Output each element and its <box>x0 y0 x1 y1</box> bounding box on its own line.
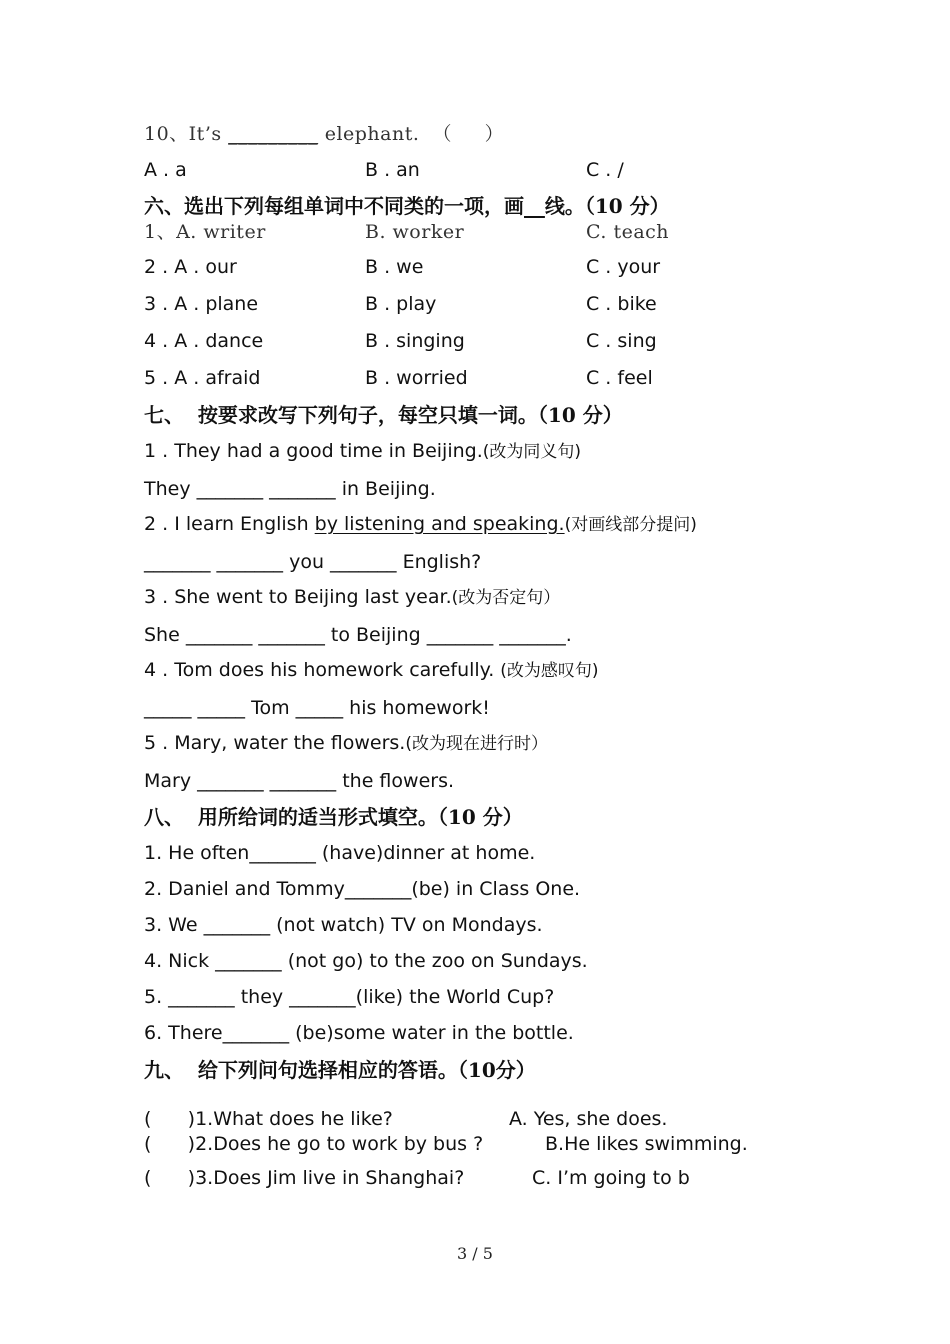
section-6-heading: 六、选出下列每组单词中不同类的一项，画 线。（10 分） <box>144 194 670 218</box>
sec6-row-5-b: B . worried <box>365 367 468 389</box>
sec9-question-2: ( )2.Does he go to work by bus ? <box>144 1133 484 1155</box>
sec6-row-5-a: 5 . A . afraid <box>144 367 261 389</box>
sec6-row-1-b: B. worker <box>365 221 465 243</box>
sec9-question-1: ( )1.What does he like? <box>144 1108 393 1130</box>
section-9-heading: 九、 给下列问句选择相应的答语。（10分） <box>144 1058 536 1082</box>
sec8-item-5: 5. _______ they _______(like) the World Cup? <box>144 986 555 1008</box>
page-number: 3 / 5 <box>457 1244 493 1263</box>
sec7-question-5: 5 . Mary, water the flowers.(改为现在进行时） <box>144 732 548 754</box>
sec6-row-5-c: C . feel <box>586 367 653 389</box>
sec8-item-3: 3. We _______ (not watch) TV on Mondays. <box>144 914 543 936</box>
q10-option-b: B . an <box>365 159 420 181</box>
underlined-phrase: by listening and speaking. <box>314 513 565 535</box>
sec7-answer-3: She _______ _______ to Beijing _______ _______. <box>144 624 572 646</box>
q10-option-a: A . a <box>144 159 187 181</box>
q10-option-c: C . / <box>586 159 624 181</box>
sec6-row-1-a: 1、A. writer <box>144 221 266 243</box>
sec6-row-4-c: C . sing <box>586 330 657 352</box>
sec6-row-2-b: B . we <box>365 256 424 278</box>
sec7-answer-5: Mary _______ _______ the flowers. <box>144 770 455 792</box>
sec7-answer-4: _____ _____ Tom _____ his homework! <box>144 697 490 719</box>
sec8-item-1: 1. He often_______ (have)dinner at home. <box>144 842 536 864</box>
sec7-answer-1: They _______ _______ in Beijing. <box>144 478 436 500</box>
q10-stem: 10、It’s _________ elephant. （ ） <box>144 123 505 145</box>
sec7-question-1: 1 . They had a good time in Beijing.(改为同义句) <box>144 440 581 462</box>
sec6-row-2-a: 2 . A . our <box>144 256 237 278</box>
sec8-item-6: 6. There_______ (be)some water in the bottle. <box>144 1022 574 1044</box>
section-7-heading: 七、 按要求改写下列句子，每空只填一词。（10 分） <box>144 403 623 427</box>
sec9-question-3: ( )3.Does Jim live in Shanghai? <box>144 1167 465 1189</box>
sec6-row-3-c: C . bike <box>586 293 657 315</box>
sec7-answer-2: _______ _______ you _______ English? <box>144 551 482 573</box>
sec6-row-1-c: C. teach <box>586 221 670 243</box>
sec9-answer-b: B.He likes swimming. <box>545 1133 748 1155</box>
sec6-row-4-b: B . singing <box>365 330 465 352</box>
q10-blank: _________ <box>228 123 319 145</box>
sec8-item-4: 4. Nick _______ (not go) to the zoo on Sundays. <box>144 950 588 972</box>
sec6-row-4-a: 4 . A . dance <box>144 330 264 352</box>
sec7-question-4: 4 . Tom does his homework carefully. (改为感叹句) <box>144 659 599 681</box>
sec6-row-3-b: B . play <box>365 293 437 315</box>
sec7-question-3: 3 . She went to Beijing last year.(改为否定句） <box>144 586 561 608</box>
section-8-heading: 八、 用所给词的适当形式填空。（10 分） <box>144 805 523 829</box>
sec8-item-2: 2. Daniel and Tommy_______(be) in Class One. <box>144 878 581 900</box>
sec6-row-3-a: 3 . A . plane <box>144 293 259 315</box>
sec7-question-2: 2 . I learn English by listening and speaking.(对画线部分提问) <box>144 513 697 535</box>
sec9-answer-c: C. I’m going to b <box>532 1167 690 1189</box>
sec9-answer-a: A. Yes, she does. <box>509 1108 668 1130</box>
sec6-row-2-c: C . your <box>586 256 661 278</box>
